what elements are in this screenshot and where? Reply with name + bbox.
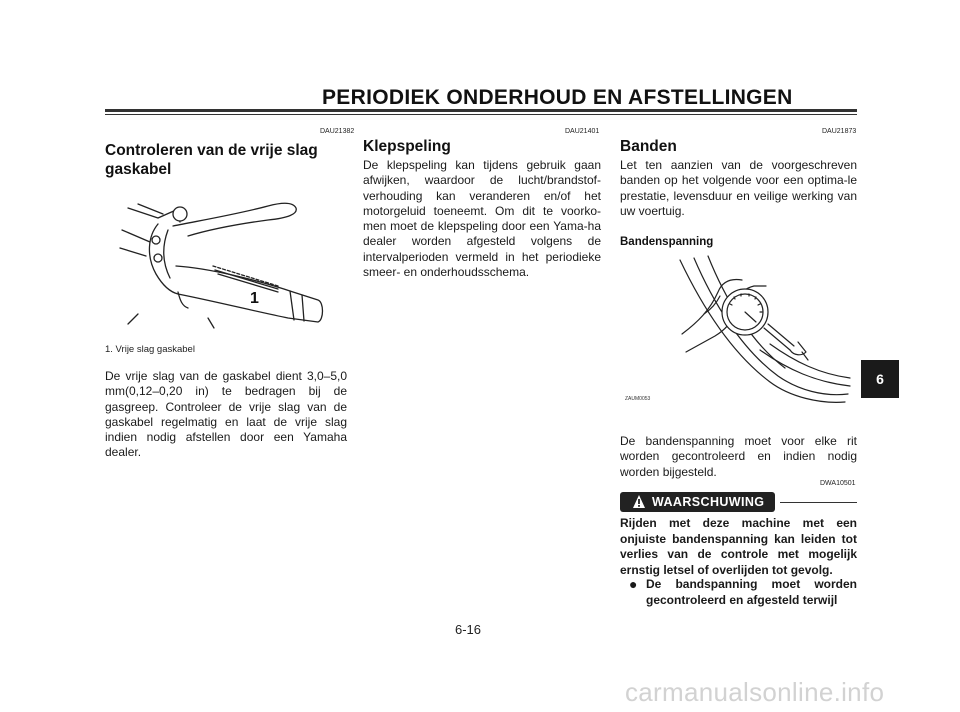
- warning-icon: [632, 494, 646, 509]
- tire-pressure-gauge-illustration: [620, 252, 860, 410]
- page-number: 6-16: [455, 622, 482, 637]
- section-code: DAU21382: [320, 128, 355, 135]
- chapter-tab: 6: [861, 360, 899, 398]
- valve-body-text: De klepspeling kan tijdens gebruik gaan afwijken, waardoor de lucht/brandstof-verhouding kan veranderen en/of het motorgeluid toeneemt. Om dit te voorko-men moet de klepspeling door een Yama-ha dealer worden afgesteld volgens de intervalperioden vermeld in het periodieke smeer- en onderhoudsschema.: [363, 158, 601, 280]
- page-header-title: PERIODIEK ONDERHOUD EN AFSTELLINGEN: [322, 86, 793, 109]
- tire-pressure-body-text: De bandenspanning moet voor elke rit worden gecontroleerd en indien nodig worden bijgesteld.: [620, 434, 857, 479]
- warning-code: DWA10501: [820, 480, 856, 487]
- warning-badge: [620, 492, 775, 512]
- bullet-icon: ●: [629, 576, 638, 592]
- section-code: DAU21873: [822, 128, 857, 135]
- header-rule-thin: [105, 114, 857, 115]
- tires-intro-text: Let ten aanzien van de voorgeschreven banden op het volgende voor een optima-le prestatie, levensduur en veilige werking van uw voertuig.: [620, 158, 857, 218]
- throttle-cable-illustration: [118, 196, 338, 336]
- watermark: carmanualsonline.info: [625, 677, 885, 707]
- section-code: DAU21401: [565, 128, 600, 135]
- figure-code: ZAUM0053: [625, 396, 651, 402]
- warning-rule: [780, 502, 857, 503]
- tire-pressure-subheading: Bandenspanning: [620, 236, 714, 248]
- warning-text: Rijden met deze machine met een onjuiste bandenspanning kan leiden tot verlies van de controle met mogelijk ernstig letsel of overlijden tot gevolg.: [620, 516, 857, 577]
- warning-label: WAARSCHUWING: [652, 495, 765, 509]
- section-heading-throttle: Controleren van de vrije slag gaskabel: [105, 142, 318, 178]
- bullet-text: De bandspanning moet worden gecontroleerd en afgesteld terwijl: [646, 577, 857, 607]
- section-heading-tires: Banden: [620, 138, 677, 155]
- section-heading-valve: Klepspeling: [363, 138, 451, 155]
- throttle-body-text: De vrije slag van de gaskabel dient 3,0–5,0 mm(0,12–0,20 in) te bedragen bij de gasgreep. Controleer de vrije slag van de gaskabel regelmatig en laat de vrije slag indien nodig afstellen door een Yamaha dealer.: [105, 369, 347, 460]
- warning-bullet-item: [629, 577, 857, 608]
- header-rule: [105, 109, 857, 112]
- figure-callout-label: 1: [250, 290, 259, 307]
- figure-caption: 1. Vrije slag gaskabel: [105, 344, 195, 355]
